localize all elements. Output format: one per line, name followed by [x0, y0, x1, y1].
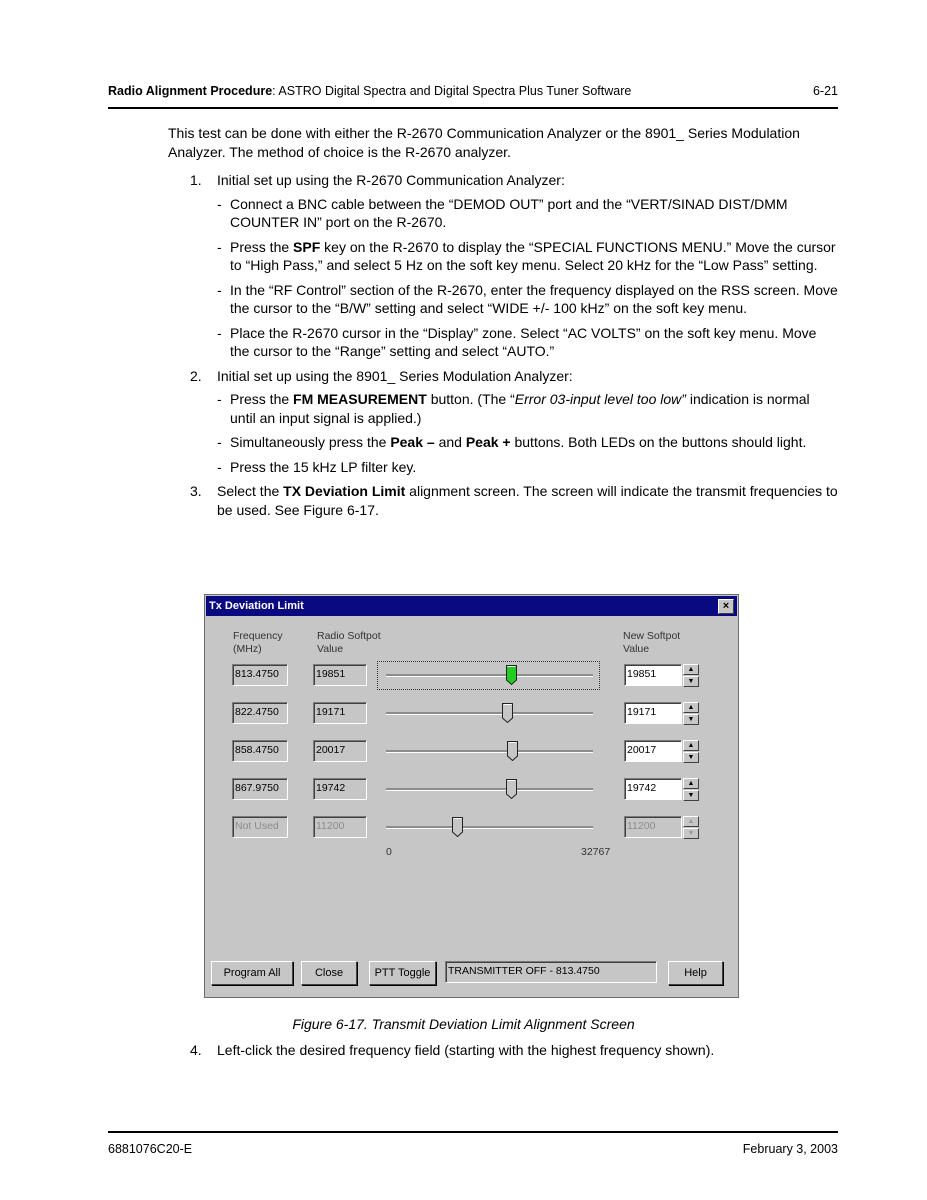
step-3: [168, 482, 838, 519]
substep-text: Connect a BNC cable between the “DEMOD OUT” port and the “VERT/SINAD DIST/DMM COUNTER IN” port on the R-2670.: [230, 195, 788, 230]
dialog-titlebar: [206, 596, 737, 616]
dialog-title: Tx Deviation Limit: [209, 600, 304, 612]
intro-paragraph: This test can be done with either the R-2670 Communication Analyzer or the 8901_ Series Modulation Analyzer. The method of choice is the R-2670 analyzer.: [168, 125, 800, 160]
substep-bold: FM MEASUREMENT: [293, 391, 427, 407]
substep-text: Press the: [230, 238, 294, 255]
transmitter-status: TRANSMITTER OFF - 813.4750: [445, 961, 657, 983]
frequency-field[interactable]: 867.9750: [232, 778, 288, 800]
step-text: Initial set up using the R-2670 Communication Analyzer:: [217, 172, 565, 188]
substep-text: indication is normal until an input signal is applied.): [230, 391, 810, 426]
new-softpot-input[interactable]: 20017: [624, 740, 682, 762]
spin-up-icon[interactable]: ▲: [683, 702, 699, 713]
slider-thumb[interactable]: [506, 779, 517, 799]
substep-bold: Peak –: [390, 434, 435, 450]
body-text: [168, 124, 838, 519]
substep: - In the “RF Control” section of the R-2670, enter the frequency displayed on the RSS screen. Move the cursor to the “B/W” setting and select “WIDE +/- 100 kHz” on the soft key menu.: [217, 281, 838, 316]
slider-min-label: 0: [386, 846, 392, 858]
program-all-button[interactable]: Program All: [211, 961, 293, 985]
slider-track[interactable]: [386, 788, 593, 791]
step-text-bold: TX Deviation Limit: [283, 483, 406, 499]
substep-text: Press the 15 kHz LP filter key.: [230, 458, 417, 475]
slider-track[interactable]: [386, 712, 593, 715]
substep-text: Place the R-2670 cursor in the “Display” zone. Select “AC VOLTS” on the soft key menu. Move the cursor to the “Range” setting and select “AUTO.”: [230, 324, 817, 359]
new-softpot-input[interactable]: 19851: [624, 664, 682, 686]
slider-thumb[interactable]: [507, 741, 518, 761]
close-button[interactable]: Close: [301, 961, 357, 985]
slider-max-label: 32767: [581, 846, 611, 858]
step-number: 4.: [190, 1042, 202, 1058]
substep: - Press the 15 kHz LP filter key.: [217, 458, 417, 475]
substep-text: button. (The “: [426, 391, 515, 407]
radio-softpot-value: 20017: [313, 740, 367, 762]
substep: - Press the SPF key on the R-2670 to display the “SPECIAL FUNCTIONS MENU.” Move the cursor to “High Pass,” and select 5 Hz on the soft key menu. Select 20 kHz for the “Low Pass” setting.: [217, 238, 836, 273]
step-text-part: alignment screen. The screen will indicate the transmit frequencies to be used. See Figure 6-17.: [217, 483, 838, 518]
substep-text: key on the R-2670 to display the “SPECIAL FUNCTIONS MENU.” Move the cursor to “High Pass,” and select 5 Hz on the soft key menu. Select 20 kHz for the “Low Pass” setting.: [230, 238, 836, 273]
col-new-softpot-label: New Softpot Value: [623, 630, 681, 655]
page-footer: [108, 1142, 838, 1156]
slider-track[interactable]: [386, 674, 593, 677]
softpot-spinner[interactable]: [683, 778, 699, 802]
softpot-spinner[interactable]: [683, 702, 699, 726]
radio-softpot-value: 19851: [313, 664, 367, 686]
slider-thumb[interactable]: [502, 703, 513, 723]
new-softpot-input[interactable]: 19171: [624, 702, 682, 724]
substep-italic: Error 03-input level too low”: [514, 391, 686, 407]
header-rule: [108, 107, 838, 109]
tx-deviation-dialog: [204, 594, 739, 998]
slider-track[interactable]: [386, 826, 593, 829]
spin-down-icon[interactable]: ▼: [683, 752, 699, 763]
substep-bold: Peak +: [465, 434, 511, 450]
spin-down-icon[interactable]: ▼: [683, 676, 699, 687]
step-text: [217, 482, 838, 519]
substep: - Place the R-2670 cursor in the “Display” zone. Select “AC VOLTS” on the soft key menu. Move the cursor to the “Range” setting and select “AUTO.”: [217, 324, 817, 359]
substep-text: and: [434, 434, 466, 450]
radio-softpot-value: 11200: [313, 816, 367, 838]
header-title-rest: : ASTRO Digital Spectra and Digital Spectra Plus Tuner Software: [272, 84, 632, 98]
step-text: Initial set up using the 8901_ Series Modulation Analyzer:: [217, 367, 573, 384]
frequency-field[interactable]: 813.4750: [232, 664, 288, 686]
substep: - Simultaneously press the Peak – and Peak + buttons. Both LEDs on the buttons should light.: [217, 434, 807, 450]
help-button[interactable]: Help: [668, 961, 723, 985]
step-number: 2.: [190, 367, 202, 384]
softpot-spinner[interactable]: [683, 740, 699, 764]
step-1: [168, 171, 838, 361]
frequency-field[interactable]: 822.4750: [232, 702, 288, 724]
spin-up-icon[interactable]: ▲: [683, 778, 699, 789]
footer-date: February 3, 2003: [742, 1142, 838, 1156]
ptt-toggle-button[interactable]: PTT Toggle: [369, 961, 436, 985]
slider-thumb[interactable]: [506, 665, 517, 685]
substep-text: Simultaneously press the: [230, 434, 391, 450]
slider-thumb[interactable]: [452, 817, 463, 837]
radio-softpot-value: 19171: [313, 702, 367, 724]
spin-up-icon[interactable]: ▲: [683, 664, 699, 675]
col-frequency-label: Frequency (MHz): [233, 630, 283, 655]
new-softpot-input[interactable]: 19742: [624, 778, 682, 800]
footer-rule: [108, 1131, 838, 1133]
step-text: Left-click the desired frequency field (starting with the highest frequency shown).: [217, 1042, 715, 1058]
softpot-spinner: [683, 816, 699, 840]
frequency-field: Not Used: [232, 816, 288, 838]
spin-down-icon[interactable]: ▼: [683, 790, 699, 801]
frequency-field[interactable]: 858.4750: [232, 740, 288, 762]
spin-down-icon[interactable]: ▼: [683, 714, 699, 725]
substep-text: In the “RF Control” section of the R-2670, enter the frequency displayed on the RSS screen. Move the cursor to the “B/W” setting and select “WIDE +/- 100 kHz” on the soft key menu.: [230, 281, 838, 316]
softpot-spinner[interactable]: [683, 664, 699, 688]
step-text-part: Select the: [217, 483, 284, 499]
radio-softpot-value: 19742: [313, 778, 367, 800]
page-number: 6-21: [812, 84, 838, 98]
spin-down-icon: ▼: [683, 828, 699, 839]
close-icon[interactable]: ×: [718, 599, 734, 614]
page-header: [108, 84, 838, 98]
spin-up-icon: ▲: [683, 816, 699, 827]
spin-up-icon[interactable]: ▲: [683, 740, 699, 751]
substep-text: Press the: [230, 391, 294, 407]
slider-track[interactable]: [386, 750, 593, 753]
step-number: 3.: [190, 483, 202, 499]
document-number: 6881076C20-E: [108, 1142, 193, 1156]
substep-bold: SPF: [293, 238, 321, 255]
substep: - Connect a BNC cable between the “DEMOD OUT” port and the “VERT/SINAD DIST/DMM COUNTER IN” port on the R-2670.: [217, 195, 788, 230]
substep-text: buttons. Both LEDs on the buttons should light.: [510, 434, 807, 450]
new-softpot-input: 11200: [624, 816, 682, 838]
substep: - Press the FM MEASUREMENT button. (The “Error 03-input level too low” indication is normal until an input signal is applied.): [217, 391, 810, 426]
header-title-bold: Radio Alignment Procedure: [108, 84, 273, 98]
figure-caption: Figure 6-17. Transmit Deviation Limit Alignment Screen: [292, 1016, 635, 1032]
step-number: 1.: [190, 172, 202, 188]
col-radio-softpot-label: Radio Softpot Value: [317, 630, 381, 655]
step-2: [168, 367, 838, 477]
